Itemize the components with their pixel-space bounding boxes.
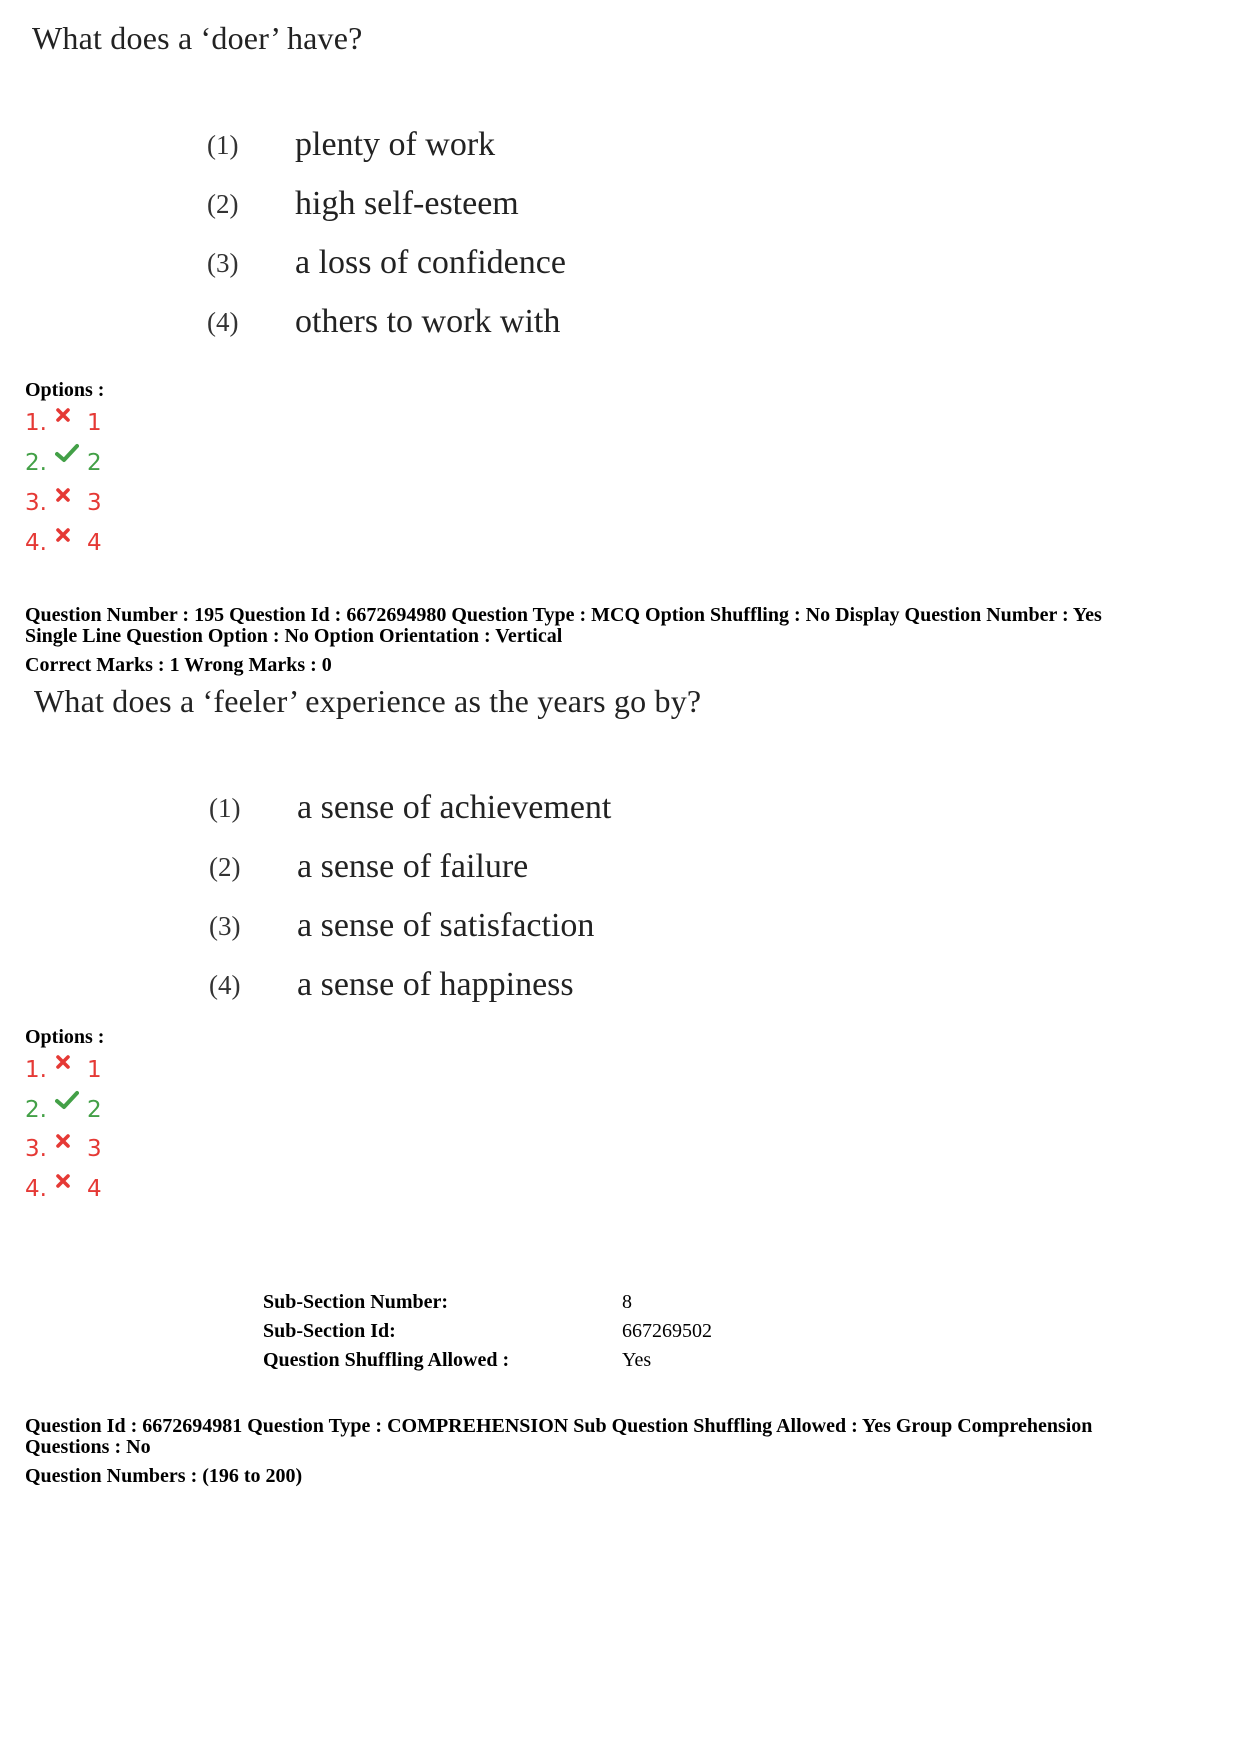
subsection-id-label: Sub-Section Id: <box>263 1320 396 1342</box>
cross-icon <box>55 1169 81 1195</box>
cross-icon <box>55 483 81 509</box>
option-index: 3. <box>25 1136 47 1162</box>
cross-icon <box>55 1129 81 1155</box>
choice-number: (2) <box>207 189 239 219</box>
choice-number: (1) <box>207 130 239 160</box>
option-row <box>25 1176 102 1202</box>
question-text: What does a ‘feeler’ experience as the years go by? <box>34 683 702 719</box>
options-label: Options : <box>25 1026 105 1048</box>
question-numbers-line: Question Numbers : (196 to 200) <box>25 1465 303 1487</box>
choice-text: a sense of failure <box>297 848 529 885</box>
option-value: 1 <box>86 1057 102 1083</box>
choice-text: high self-esteem <box>295 185 519 222</box>
cross-icon <box>55 523 81 549</box>
option-row <box>25 1057 102 1083</box>
comprehension-meta-line: Question Id : 6672694981 Question Type : COMPREHENSION Sub Question Shuffling Allowed : Yes Group Comprehension <box>25 1415 1093 1437</box>
question-shuffling-label: Question Shuffling Allowed : <box>263 1349 510 1371</box>
option-value: 4 <box>86 530 102 556</box>
option-value: 3 <box>86 490 102 516</box>
option-value: 1 <box>86 410 102 436</box>
marks-line: Correct Marks : 1 Wrong Marks : 0 <box>25 654 332 676</box>
subsection-number-value: 8 <box>622 1291 632 1313</box>
cross-icon <box>55 1050 81 1076</box>
option-value: 2 <box>86 1097 102 1123</box>
option-index: 1. <box>25 1057 47 1083</box>
subsection-id-value: 667269502 <box>622 1320 712 1342</box>
option-index: 4. <box>25 1176 47 1202</box>
choice-number: (2) <box>209 852 241 882</box>
option-row <box>25 410 102 436</box>
question-meta-line: Single Line Question Option : No Option Orientation : Vertical <box>25 625 563 647</box>
choice-text: a sense of satisfaction <box>297 907 595 944</box>
choice-number: (1) <box>209 793 241 823</box>
option-value: 2 <box>86 450 102 476</box>
option-row <box>25 450 102 476</box>
option-index: 2. <box>25 450 47 476</box>
choice-number: (3) <box>209 911 241 941</box>
choice-number: (3) <box>207 248 239 278</box>
option-value: 3 <box>86 1136 102 1162</box>
question-text: What does a ‘doer’ have? <box>32 20 363 56</box>
option-index: 2. <box>25 1097 47 1123</box>
check-icon <box>55 1090 81 1116</box>
option-index: 4. <box>25 530 47 556</box>
question-shuffling-value: Yes <box>622 1349 652 1371</box>
check-icon <box>55 443 81 469</box>
comprehension-meta-line: Questions : No <box>25 1436 151 1458</box>
options-label: Options : <box>25 379 105 401</box>
option-value: 4 <box>86 1176 102 1202</box>
choice-text: plenty of work <box>295 126 496 163</box>
option-index: 1. <box>25 410 47 436</box>
choice-number: (4) <box>209 970 241 1000</box>
option-index: 3. <box>25 490 47 516</box>
subsection-number-label: Sub-Section Number: <box>263 1291 449 1313</box>
question-meta-line: Question Number : 195 Question Id : 6672694980 Question Type : MCQ Option Shuffling : No Display Question Number : Yes <box>25 604 1102 626</box>
choice-text: a sense of achievement <box>297 789 612 826</box>
choice-text: others to work with <box>295 303 561 340</box>
option-row <box>25 1097 102 1123</box>
option-row <box>25 1136 102 1162</box>
choice-number: (4) <box>207 307 239 337</box>
choice-text: a loss of confidence <box>295 244 566 281</box>
choice-text: a sense of happiness <box>297 966 574 1003</box>
option-row <box>25 530 102 556</box>
option-row <box>25 490 102 516</box>
cross-icon <box>55 403 81 429</box>
